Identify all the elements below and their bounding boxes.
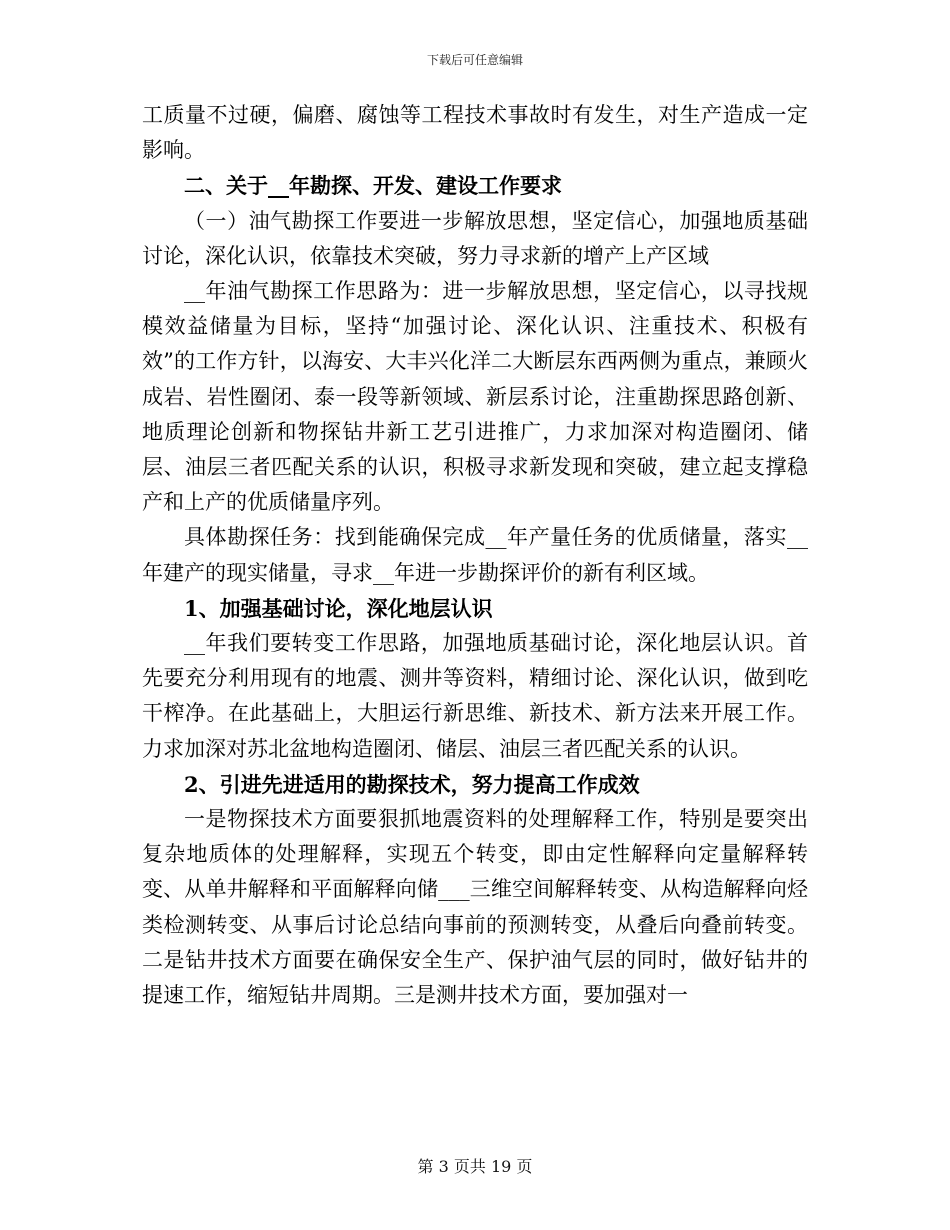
section-heading: 二、关于__年勘探、开发、建设工作要求 [184,173,562,199]
section-heading: 1、加强基础讨论，深化地层认识 [184,595,493,621]
page-header: 下载后可任意编辑 [426,53,523,67]
document-body [142,98,808,1013]
paragraph: （一）油气勘探工作要进一步解放思想，坚定信心，加强地质基础讨论，深化认识，依靠技术突破，努力寻求新的增产上产区域 [142,208,808,268]
paragraph: __年我们要转变工作思路，加强地质基础讨论，深化地层认识。首先要充分利用现有的地震、测井等资料，精细讨论、深化认识，做到吃干榨净。在此基础上，大胆运行新思维、新技术、新方法来开展工作。力求加深对苏北盆地构造圈闭、储层、油层三者匹配关系的认识。 [142,631,808,761]
paragraph: 具体勘探任务：找到能确保完成__年产量任务的优质储量，落实__年建产的现实储量，寻求__年进一步勘探评价的新有利区域。 [142,525,808,585]
page-footer: 第 3 页共 19 页 [417,1157,533,1176]
paragraph: 工质量不过硬，偏磨、腐蚀等工程技术事故时有发生，对生产造成一定影响。 [142,103,808,163]
paragraph: 一是物探技术方面要狠抓地震资料的处理解释工作，特别是要突出复杂地质体的处理解释，实现五个转变，即由定性解释向定量解释转变、从单井解释和平面解释向储___三维空间解释转变、从构造解释向烃类检测转变、从事后讨论总结向事前的预测转变，从叠后向叠前转变。二是钻井技术方面要在确保安全生产、保护油气层的同时，做好钻井的提速工作，缩短钻井周期。三是测井技术方面，要加强对一 [142,807,808,1008]
section-heading: 2、引进先进适用的勘探技术，努力提高工作成效 [184,771,640,797]
paragraph: __年油气勘探工作思路为：进一步解放思想，坚定信心，以寻找规模效益储量为目标，坚持“加强讨论、深化认识、注重技术、积极有效”的工作方针，以海安、大丰兴化洋二大断层东西两侧为重点，兼顾火成岩、岩性圈闭、泰一段等新领域、新层系讨论，注重勘探思路创新、地质理论创新和物探钻井新工艺引进推广，力求加深对构造圈闭、储层、油层三者匹配关系的认识，积极寻求新发现和突破，建立起支撑稳产和上产的优质储量序列。 [142,279,808,515]
